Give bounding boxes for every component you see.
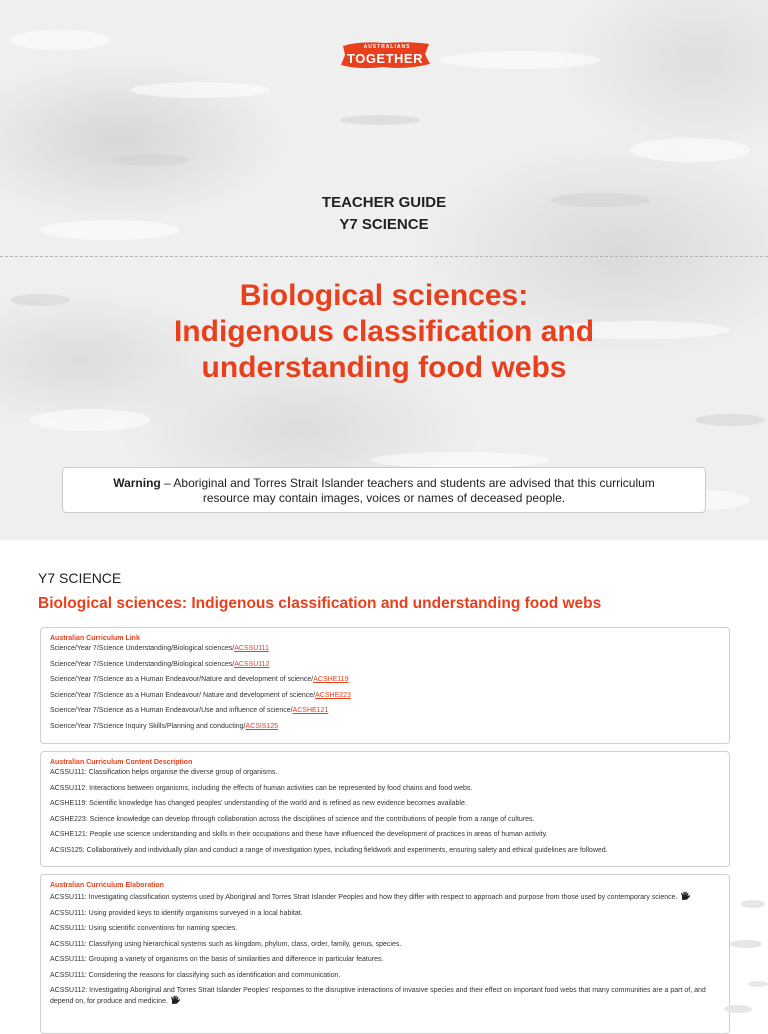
- main-title-line-2: Indigenous classification and: [173, 315, 595, 348]
- content-description-heading: Australian Curriculum Content Description: [50, 759, 193, 766]
- warning-line-1: [63, 476, 705, 491]
- elaboration-row: ACSSU111: Grouping a variety of organisms on the basis of similarities and difference in particular features.: [50, 956, 384, 963]
- elaboration-heading: Australian Curriculum Elaboration: [50, 882, 164, 889]
- elaboration-row: ACSSU112: Investigating Aboriginal and Torres Strait Islander Peoples' responses to the disruptive interactions of invasive species and their effect on important food webs that many communities are a part of, and depend on, for produce and medicine.: [50, 987, 706, 1005]
- elaboration-row: ACSSU111: Using scientific conventions for naming species.: [50, 925, 238, 932]
- curriculum-code-link[interactable]: ACSSU111: [234, 645, 269, 652]
- curriculum-code-link[interactable]: ACSSU112: [234, 660, 270, 668]
- description-row: ACSHE223: Science knowledge can develop through collaboration across the disciplines of science and the contributions of people from a range of cultures.: [50, 815, 535, 823]
- warning-box: [62, 467, 706, 513]
- curriculum-code-link[interactable]: ACSIS125: [245, 722, 279, 730]
- link-row: Science/Year 7/Science Understanding/Biological sciences/ACSSU112: [50, 660, 270, 668]
- curriculum-link-box: [40, 627, 730, 744]
- description-row: ACSHE121: People use science understanding and skills in their occupations and these have influenced the development of practices in areas of human activity.: [50, 831, 548, 838]
- hand-icon: [680, 891, 691, 901]
- elaboration-row: ACSSU111: Classifying using hierarchical systems such as kingdom, phylum, class, order, family, genus, species.: [50, 940, 402, 948]
- description-row: ACSIS125: Collaboratively and individually plan and conduct a range of investigation types, including fieldwork and experiments, ensuring safety and ethical guidelines are followed.: [50, 846, 608, 854]
- main-title: [40, 278, 728, 386]
- warning-line-2: resource may contain images, voices or names of deceased people.: [202, 491, 566, 505]
- link-row: Science/Year 7/Science as a Human Endeavour/ Nature and development of science/ACSHE223: [50, 691, 351, 699]
- main-title-line-3: understanding food webs: [201, 351, 567, 384]
- link-row: Science/Year 7/Science Understanding/Biological sciences/ACSSU111: [50, 645, 269, 652]
- warning-label: Warning: [113, 476, 161, 490]
- link-row: Science/Year 7/Science Inquiry Skills/Planning and conducting/ACSIS125: [50, 722, 279, 730]
- elaboration-box: [40, 874, 730, 1034]
- elaboration-row: ACSSU111: Using provided keys to identify organisms surveyed in a local habitat.: [50, 909, 303, 917]
- curriculum-link-heading: Australian Curriculum Link: [50, 635, 140, 642]
- teacher-guide-title: [0, 192, 768, 236]
- curriculum-code-link[interactable]: ACSHE119: [313, 676, 349, 683]
- main-title-line-1: Biological sciences:: [239, 279, 529, 312]
- australians-together-logo: [339, 40, 431, 70]
- section-title: Biological sciences: Indigenous classification and understanding food webs: [38, 595, 602, 612]
- warning-text-1: – Aboriginal and Torres Strait Islander teachers and students are advised that this curriculum: [160, 476, 655, 490]
- logo-line-2: TOGETHER: [347, 51, 423, 66]
- description-row: ACSSU111: Classification helps organise the diverse group of organisms.: [50, 769, 278, 776]
- logo-line-1: AUSTRALIANS: [363, 44, 411, 50]
- hand-icon: [170, 995, 181, 1005]
- corner-texture: [708, 874, 768, 1024]
- link-row: Science/Year 7/Science as a Human Endeavour/Use and influence of science/ACSHE121: [50, 707, 329, 714]
- guide-line-2: Y7 SCIENCE: [339, 216, 429, 233]
- link-row: Science/Year 7/Science as a Human Endeavour/Nature and development of science/ACSHE119: [50, 676, 349, 683]
- elaboration-row: ACSSU111: Investigating classification systems used by Aboriginal and Torres Strait Islander Peoples and how they differ with respect to approach and purpose from those used by contemporary science.: [50, 891, 720, 902]
- dotted-divider: [0, 256, 768, 257]
- elaboration-row: ACSSU111: Considering the reasons for classifying such as identification and communication.: [50, 971, 341, 979]
- description-row: ACSHE119: Scientific knowledge has changed peoples' understanding of the world and is refined as new evidence becomes available.: [50, 800, 467, 807]
- section-label: Y7 SCIENCE: [38, 570, 122, 586]
- curriculum-code-link[interactable]: ACSHE223: [315, 691, 351, 699]
- content-description-box: [40, 751, 730, 867]
- guide-line-1: TEACHER GUIDE: [321, 194, 447, 211]
- description-row: ACSSU112: Interactions between organisms, including the effects of human activities can be represented by food chains and food webs.: [50, 784, 473, 792]
- curriculum-code-link[interactable]: ACSHE121: [292, 707, 329, 714]
